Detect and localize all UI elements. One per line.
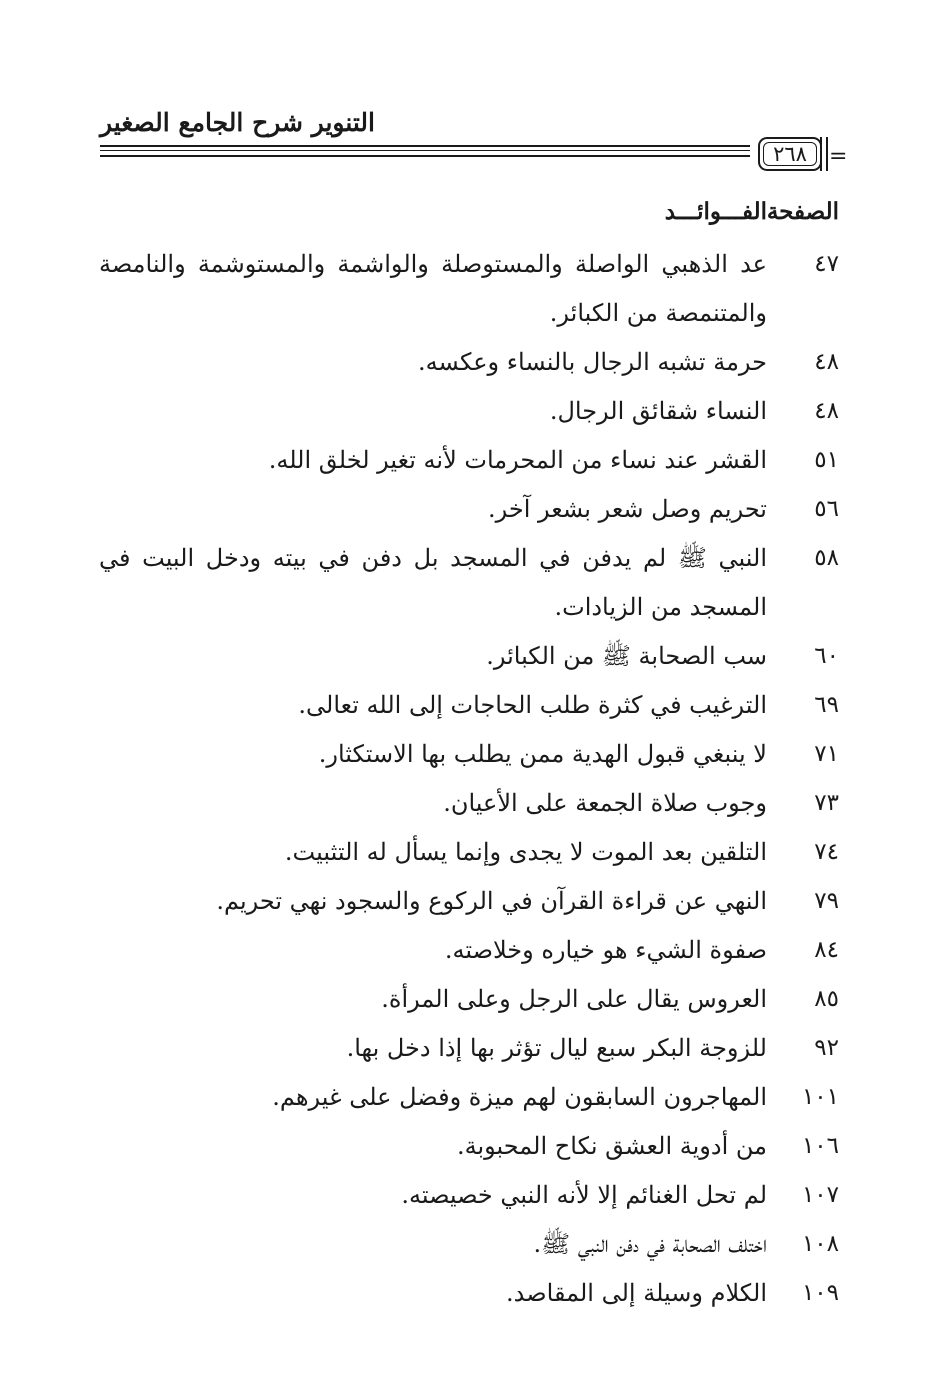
item-page-number: ٧٤: [814, 839, 839, 865]
list-item: [99, 534, 839, 632]
item-page-number: ٤٧: [814, 251, 839, 277]
item-text: النبي ﷺ لم يدفن في المسجد بل دفن في بيته ودخل البيت في المسجد من الزيادات.: [99, 544, 767, 621]
item-text: لا ينبغي قبول الهدية ممن يطلب بها الاستكثار.: [318, 740, 767, 768]
item-page-number: ٦٠: [814, 643, 839, 669]
list-item: [99, 779, 839, 828]
item-page-number: ٥٦: [814, 496, 839, 522]
item-page-number: ٩٢: [814, 1035, 839, 1061]
item-text: التلقين بعد الموت لا يجدى وإنما يسأل له التثبيت.: [284, 838, 767, 866]
item-page-number: ١٠٨: [801, 1231, 839, 1257]
item-text: للزوجة البكر سبع ليال تؤثر بها إذا دخل بها.: [346, 1034, 767, 1062]
list-item: [99, 338, 839, 387]
list-item: [99, 730, 839, 779]
list-item: [99, 926, 839, 975]
item-page-number: ٥٨: [814, 545, 839, 571]
list-item: [99, 387, 839, 436]
item-page-number: ١٠١: [801, 1084, 839, 1110]
list-item: [99, 1122, 839, 1171]
item-page-number: ٧٣: [814, 790, 839, 816]
item-text: سب الصحابة ﷺ من الكبائر.: [486, 642, 767, 670]
list-item: [99, 632, 839, 681]
list-item: [99, 828, 839, 877]
running-title: التنوير شرح الجامع الصغير: [100, 108, 375, 137]
list-header: [439, 198, 839, 225]
list-item: [99, 436, 839, 485]
item-text: تحريم وصل شعر بشعر آخر.: [488, 495, 767, 523]
benefits-list: [99, 240, 839, 1318]
list-item: [99, 1269, 839, 1318]
item-text: العروس يقال على الرجل وعلى المرأة.: [381, 985, 767, 1013]
item-text: عد الذهبي الواصلة والمستوصلة والواشمة والمستوشمة والنامصة والمتنمصة من الكبائر.: [99, 250, 767, 327]
column-page-label: الصفحة: [766, 198, 839, 225]
list-item: [99, 681, 839, 730]
list-item: [99, 975, 839, 1024]
item-page-number: ٦٩: [814, 692, 839, 718]
list-item: [99, 240, 839, 338]
item-text: القشر عند نساء من المحرمات لأنه تغير لخلق الله.: [268, 446, 767, 474]
item-text: حرمة تشبه الرجال بالنساء وعكسه.: [418, 348, 767, 376]
item-text: النساء شقائق الرجال.: [549, 397, 767, 425]
list-item: [99, 1220, 839, 1269]
item-page-number: ٨٥: [814, 986, 839, 1012]
item-page-number: ٤٨: [814, 349, 839, 375]
item-text: اختلف الصحابة في دفن النبي ﷺ.: [533, 1230, 767, 1258]
item-page-number: ١٠٦: [801, 1133, 839, 1159]
header-rule: [100, 145, 750, 157]
item-text: الترغيب في كثرة طلب الحاجات إلى الله تعالى.: [298, 691, 767, 719]
item-page-number: ٧٩: [814, 888, 839, 914]
item-page-number: ١٠٧: [801, 1182, 839, 1208]
item-text: النهي عن قراءة القرآن في الركوع والسجود نهي تحريم.: [216, 887, 767, 915]
item-text: صفوة الشيء هو خياره وخلاصته.: [444, 936, 767, 964]
page-number: ٢٦٨: [758, 137, 822, 171]
list-item: [99, 485, 839, 534]
item-text: لم تحل الغنائم إلا لأنه النبي خصيصته.: [401, 1181, 767, 1209]
item-text: المهاجرون السابقون لهم ميزة وفضل على غيرهم.: [272, 1083, 767, 1111]
list-item: [99, 1024, 839, 1073]
list-item: [99, 877, 839, 926]
header-rule-end: =: [829, 144, 848, 169]
list-item: [99, 1171, 839, 1220]
item-page-number: ٨٤: [814, 937, 839, 963]
column-benefits-label: الفـــوائـــد: [664, 198, 767, 225]
item-page-number: ٧١: [814, 741, 839, 767]
item-text: من أدوية العشق نكاح المحبوبة.: [456, 1132, 767, 1160]
item-page-number: ٥١: [814, 447, 839, 473]
item-text: الكلام وسيلة إلى المقاصد.: [506, 1279, 767, 1307]
list-item: [99, 1073, 839, 1122]
item-page-number: ٤٨: [814, 398, 839, 424]
item-page-number: ١٠٩: [801, 1280, 839, 1306]
item-text: وجوب صلاة الجمعة على الأعيان.: [443, 789, 767, 817]
